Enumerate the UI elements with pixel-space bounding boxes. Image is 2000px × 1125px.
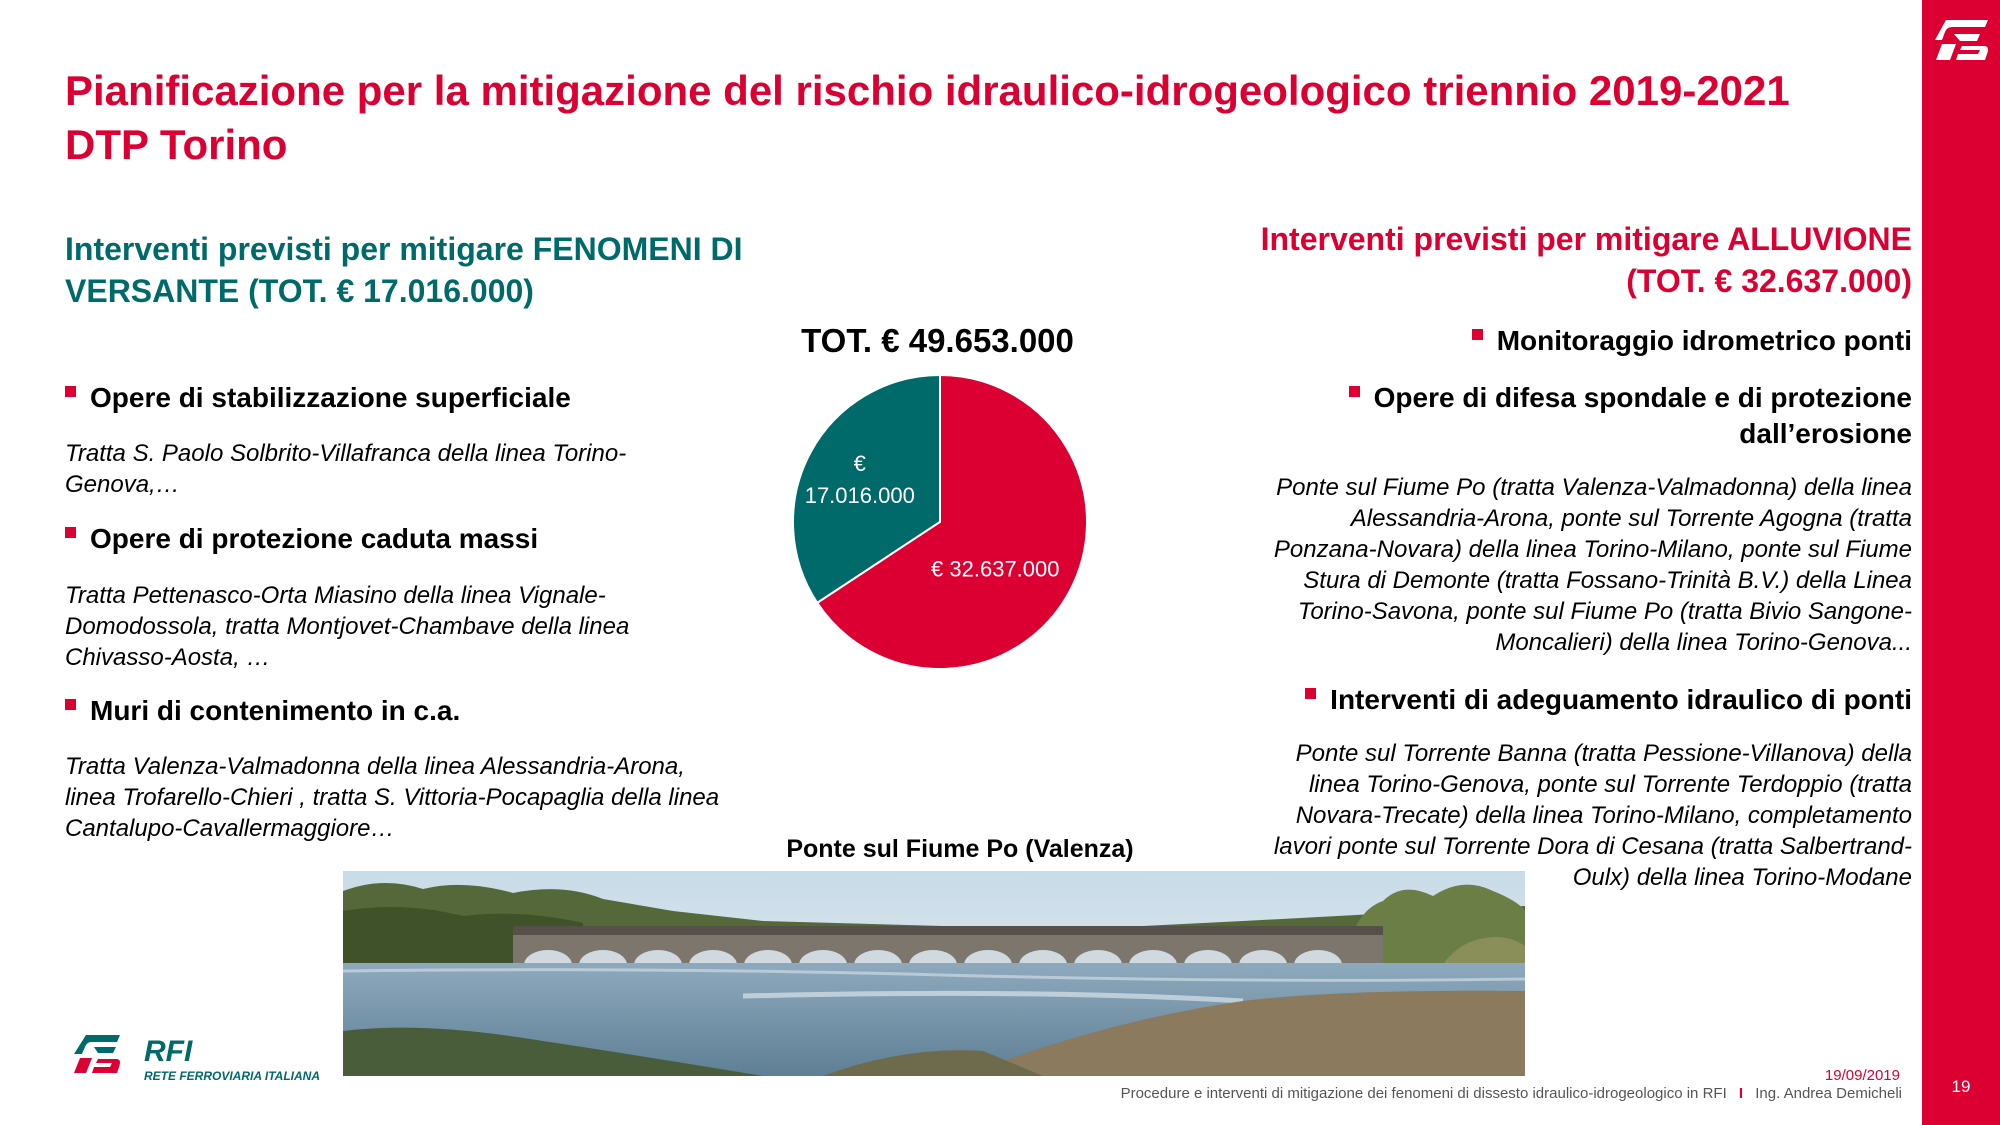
bullet-square-icon (65, 527, 76, 538)
left-heading-line2: VERSANTE (TOT. € 17.016.000) (65, 273, 534, 309)
right-item-3 (1180, 682, 1912, 718)
desc-line: Genova,… (65, 471, 180, 498)
left-item-3-label-row (65, 693, 825, 729)
right-item-2-label-line2: dall’erosione (1739, 418, 1912, 449)
side-bar-background (1922, 0, 2000, 1125)
right-heading-line1: Interventi previsti per mitigare ALLUVIONE (1260, 221, 1912, 257)
right-item-2 (1180, 380, 1912, 452)
left-item-1 (65, 380, 825, 416)
footer-description: Procedure e interventi di mitigazione dei fenomeni di dissesto idraulico-idrogeologico in RFI (1120, 1085, 1727, 1102)
bullet-square-icon (1472, 329, 1483, 340)
left-item-1-label: Opere di stabilizzazione superficiale (90, 382, 571, 413)
right-item-2-desc (1150, 472, 1912, 658)
desc-line: Ponzana-Novara) della linea Torino-Milano, ponte sul Fiume (1273, 536, 1912, 563)
left-item-2-label: Opere di protezione caduta massi (90, 523, 539, 554)
right-item-2-label-line1: Opere di difesa spondale e di protezione (1373, 382, 1912, 413)
bridge-photo (343, 871, 1525, 1076)
desc-line: linea Trofarello-Chieri , tratta S. Vittoria-Pocapaglia della linea (65, 784, 720, 811)
right-item-3-desc (1150, 738, 1912, 893)
desc-line: Ponte sul Torrente Banna (tratta Pessione-Villanova) della (1295, 740, 1912, 767)
desc-line: Torino-Savona, ponte sul Fiume Po (tratta Bivio Sangone- (1297, 598, 1912, 625)
rfi-logo-subtitle: RETE FERROVIARIA ITALIANA (144, 1069, 320, 1083)
left-heading-line1: Interventi previsti per mitigare FENOMENI DI (65, 231, 743, 267)
left-item-3 (65, 693, 825, 729)
desc-line: Chivasso-Aosta, … (65, 644, 271, 671)
desc-line: Ponte sul Fiume Po (tratta Valenza-Valmadonna) della linea (1276, 474, 1912, 501)
pie-data-label-alluvione: € 32.637.000 (931, 556, 1060, 582)
pie-chart (790, 372, 1090, 672)
desc-line: lavori ponte sul Torrente Dora di Cesana (tratta Salbertrand- (1273, 833, 1912, 860)
desc-line: Tratta S. Paolo Solbrito-Villafranca della linea Torino- (65, 440, 627, 467)
desc-line: Moncalieri) della linea Torino-Genova... (1495, 629, 1912, 656)
left-section-heading (65, 228, 825, 312)
bullet-square-icon (65, 699, 76, 710)
rfi-logo-mark-icon (68, 1033, 368, 1093)
left-item-2-desc (65, 580, 825, 673)
chart-title: TOT. € 49.653.000 (801, 322, 1074, 359)
page-title-line1: Pianificazione per la mitigazione del rischio idraulico-idrogeologico triennio 2019-2021 (65, 67, 1790, 114)
side-bar (1922, 0, 2000, 1125)
page-title (65, 64, 1885, 172)
left-item-3-desc (65, 751, 865, 844)
desc-line: Tratta Pettenasco-Orta Miasino della linea Vignale- (65, 582, 606, 609)
pie-data-label-versante-currency: € (853, 450, 866, 476)
rfi-logo (68, 1033, 368, 1093)
right-item-1 (1180, 323, 1912, 359)
bullet-square-icon (65, 386, 76, 397)
page-number: 19 (1951, 1077, 1971, 1096)
pie-data-label-versante-value: 17.016.000 (804, 482, 915, 508)
left-item-2 (65, 521, 825, 557)
footer-date: 19/09/2019 (1824, 1067, 1900, 1084)
footer-author: Ing. Andrea Demicheli (1755, 1085, 1902, 1102)
page-title-line2: DTP Torino (65, 121, 288, 168)
right-item-2-label-line (1180, 380, 1912, 416)
right-heading-line2: (TOT. € 32.637.000) (1626, 263, 1912, 299)
photo-caption: Ponte sul Fiume Po (Valenza) (786, 835, 1134, 863)
right-section-heading (1150, 218, 1912, 302)
desc-line: Novara-Trecate) della linea Torino-Milano, completamento (1295, 802, 1912, 829)
footer-separator: I (1738, 1085, 1744, 1102)
desc-line: Cantalupo-Cavallermaggiore… (65, 815, 395, 842)
left-item-1-label-row (65, 380, 825, 416)
left-item-1-desc (65, 438, 825, 500)
desc-line: Oulx) della linea Torino-Modane (1572, 864, 1912, 891)
desc-line: Alessandria-Arona, ponte sul Torrente Agogna (tratta (1350, 505, 1912, 532)
left-item-2-label-row (65, 521, 825, 557)
desc-line: Tratta Valenza-Valmadonna della linea Alessandria-Arona, (65, 753, 685, 780)
right-item-3-label: Interventi di adeguamento idraulico di ponti (1330, 684, 1912, 715)
desc-line: Stura di Demonte (tratta Fossano-Trinità B.V.) della Linea (1303, 567, 1912, 594)
desc-line: linea Torino-Genova, ponte sul Torrente Terdoppio (tratta (1308, 771, 1912, 798)
bullet-square-icon (1349, 386, 1360, 397)
left-item-3-label: Muri di contenimento in c.a. (90, 695, 461, 726)
desc-line: Domodossola, tratta Montjovet-Chambave della linea (65, 613, 630, 640)
footer-text (1000, 1085, 1902, 1102)
bridge-photo-illustration (343, 871, 1525, 1076)
rfi-logo-name: RFI (144, 1035, 193, 1068)
right-item-1-label: Monitoraggio idrometrico ponti (1496, 325, 1912, 356)
bullet-square-icon (1305, 688, 1316, 699)
